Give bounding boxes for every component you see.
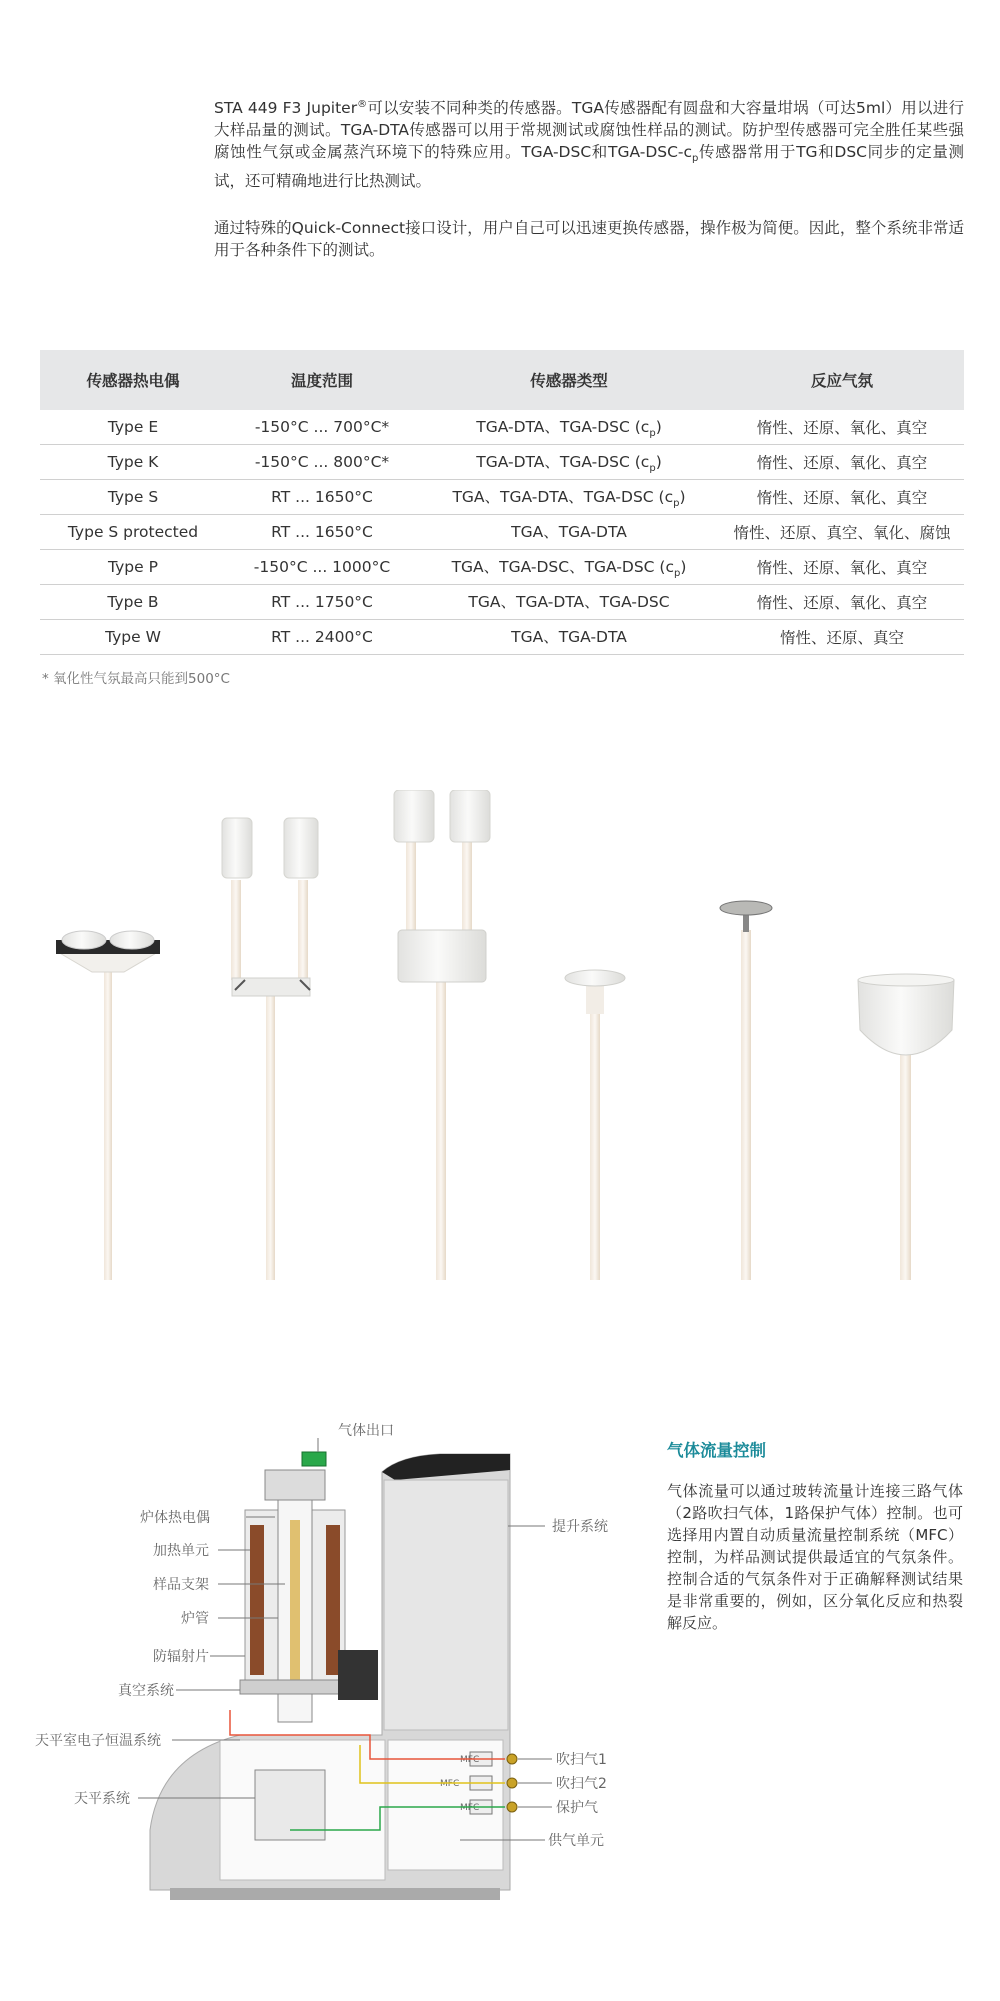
- cell-sensor-type: TGA、TGA-DTA: [418, 515, 720, 550]
- cell-temp-range: -150°C ... 1000°C: [226, 550, 418, 585]
- sensor-large-crucible: [858, 974, 954, 1280]
- cell-thermocouple: Type E: [40, 410, 226, 445]
- label-thermostat: 天平室电子恒温系统: [35, 1733, 161, 1749]
- intro-text: [214, 94, 964, 286]
- instrument-diagram: [0, 1410, 660, 1910]
- table-row: [40, 445, 964, 480]
- cell-atmosphere: 惰性、还原、真空: [720, 620, 964, 655]
- label-heating-unit: 加热单元: [153, 1543, 209, 1559]
- mfc-label-2: MFC: [440, 1779, 460, 1789]
- cell-atmosphere: 惰性、还原、氧化、真空: [720, 410, 964, 445]
- sensor-tga-plate: [720, 901, 772, 1280]
- sensors-illustration: [0, 790, 1000, 1290]
- cell-temp-range: -150°C ... 700°C*: [226, 410, 418, 445]
- label-purge-gas-1: 吹扫气1: [556, 1752, 607, 1768]
- gas-flow-title: 气体流量控制: [667, 1441, 766, 1460]
- intro-paragraph-2: 通过特殊的Quick-Connect接口设计，用户自己可以迅速更换传感器，操作极为简便。因此，整个系统非常适用于各种条件下的测试。: [214, 219, 964, 260]
- table-row: [40, 410, 964, 445]
- sensor-table: [40, 350, 964, 655]
- cell-temp-range: -150°C ... 800°C*: [226, 445, 418, 480]
- table-row: [40, 620, 964, 655]
- sensor-tga-dsc-dual: [222, 818, 318, 1280]
- cell-thermocouple: Type B: [40, 585, 226, 620]
- cell-temp-range: RT ... 1650°C: [226, 515, 418, 550]
- header-atmosphere: 反应气氛: [720, 350, 964, 410]
- header-thermocouple: 传感器热电偶: [40, 350, 226, 410]
- label-radiation-shield: 防辐射片: [153, 1649, 209, 1665]
- cell-thermocouple: Type S: [40, 480, 226, 515]
- label-gas-outlet: 气体出口: [338, 1423, 394, 1439]
- cell-temp-range: RT ... 2400°C: [226, 620, 418, 655]
- cell-thermocouple: Type P: [40, 550, 226, 585]
- label-furnace-thermocouple: 炉体热电偶: [140, 1510, 210, 1526]
- table-row: [40, 585, 964, 620]
- cell-thermocouple: Type K: [40, 445, 226, 480]
- table-row: [40, 550, 964, 585]
- table-body: [40, 410, 964, 655]
- cell-thermocouple: Type W: [40, 620, 226, 655]
- cell-atmosphere: 惰性、还原、氧化、真空: [720, 480, 964, 515]
- cell-atmosphere: 惰性、还原、氧化、真空: [720, 585, 964, 620]
- label-sample-holder: 样品支架: [153, 1577, 209, 1593]
- table-row: [40, 515, 964, 550]
- sensor-type-s-protected: [394, 790, 490, 1280]
- header-temp-range: 温度范围: [226, 350, 418, 410]
- cell-sensor-type: TGA、TGA-DTA、TGA-DSC: [418, 585, 720, 620]
- cell-atmosphere: 惰性、还原、真空、氧化、腐蚀: [720, 515, 964, 550]
- label-lift-system: 提升系统: [552, 1519, 608, 1535]
- cell-atmosphere: 惰性、还原、氧化、真空: [720, 550, 964, 585]
- cell-sensor-type: TGA、TGA-DTA、TGA-DSC $(c_p)$: [418, 480, 720, 515]
- table-row: [40, 480, 964, 515]
- cell-temp-range: RT ... 1750°C: [226, 585, 418, 620]
- label-furnace-tube: 炉管: [181, 1611, 209, 1627]
- label-protective-gas: 保护气: [556, 1800, 598, 1816]
- label-vacuum-system: 真空系统: [118, 1683, 174, 1699]
- cell-thermocouple: Type S protected: [40, 515, 226, 550]
- cell-temp-range: RT ... 1650°C: [226, 480, 418, 515]
- label-gas-supply-unit: 供气单元: [548, 1833, 604, 1849]
- table-header-row: [40, 350, 964, 410]
- mfc-label-1: MFC: [460, 1755, 480, 1765]
- mfc-label-3: MFC: [460, 1803, 480, 1813]
- cell-sensor-type: TGA、TGA-DSC、TGA-DSC $(c_p)$: [418, 550, 720, 585]
- label-purge-gas-2: 吹扫气2: [556, 1776, 607, 1792]
- header-sensor-type: 传感器类型: [418, 350, 720, 410]
- table-footnote: * 氧化性气氛最高只能到500°C: [42, 671, 230, 687]
- label-balance-system: 天平系统: [74, 1791, 130, 1807]
- gas-flow-description: 气体流量可以通过玻转流量计连接三路气体（2路吹扫气体，1路保护气体）控制。也可选择用内置自动质量流量控制系统（MFC）控制，为样品测试提供最适宜的气氛条件。控制合适的气氛条件对于正确解释测试结果是非常重要的，例如，区分氧化反应和热裂解反应。: [667, 1482, 963, 1632]
- intro-paragraph-1: STA 449 F3 Jupiter®可以安装不同种类的传感器。TGA传感器配有圆盘和大容量坩埚（可达5ml）用以进行大样品量的测试。TGA-DTA传感器可以用于常规测试或腐蚀性样品的测试。防护型传感器可完全胜任某些强腐蚀性气氛或金属蒸汽环境下的特殊应用。TGA-DSC和TGA-$DSC-c_p$传感器常用于TG和DSC同步的定量测试，还可精确地进行比热测试。: [214, 99, 965, 191]
- cell-sensor-type: TGA、TGA-DTA: [418, 620, 720, 655]
- sensor-tga-disc: [565, 970, 625, 1280]
- cell-atmosphere: 惰性、还原、氧化、真空: [720, 445, 964, 480]
- sensor-tga-dta-tray: [56, 931, 160, 1280]
- cell-sensor-type: TGA-DTA、TGA-DSC $(c_p)$: [418, 445, 720, 480]
- cell-sensor-type: TGA-DTA、TGA-DSC $(c_p)$: [418, 410, 720, 445]
